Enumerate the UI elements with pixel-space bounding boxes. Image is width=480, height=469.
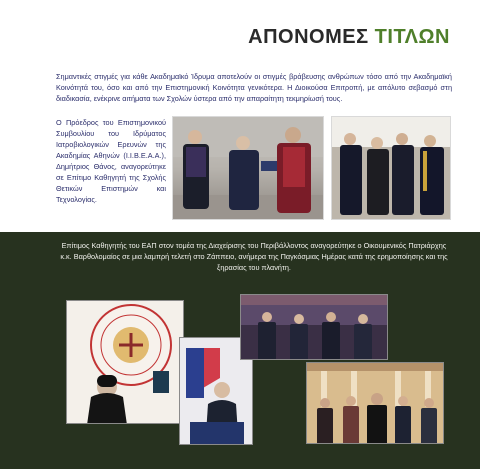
photo-stage-group	[240, 294, 388, 360]
title-main: ΑΠΟΝΟΜΕΣ	[248, 26, 375, 48]
award-description: Ο Πρόεδρος του Επιστημονικού Συμβουλίου του Ιδρύματος Ιατροβιολογικών Ερευνών της Ακαδημίας Αθηνών (Ι.Ι.Β.Ε.Α.Α.), Δημήτριος Θάνος, αναγορεύτηκε σε Επίτιμο Καθηγητή της Σχολής Θετικών Επιστημών και Τεχνολογίας.	[56, 118, 166, 204]
intro-paragraph: Σημαντικές στιγμές για κάθε Ακαδημαϊκό Ίδρυμα αποτελούν οι στιγμές βράβευσης ανθρώπων τόσο από την Ακαδημαϊκή Κοινότητά του, όσο και από την Επιστημονική Κοινότητα γενικότερα. Η Διοικούσα Επιτροπή, με απόλυτο σεβασμό στη διαδικασία, ενέκρινε αιτήματα των Σχολών ύστερα από την απαραίτητη τεκμηρίωσή τους.	[56, 72, 452, 103]
photo-patriarch-emblem-illustration	[67, 301, 184, 424]
photo-zappeion-ceremony-illustration	[307, 363, 444, 444]
patriarch-award-text: Επίτιμος Καθηγητής του ΕΑΠ στον τομέα της Διαχείρισης του Περιβάλλοντος αναγορεύτηκε ο Οικουμενικός Πατριάρχης κ.κ. Βαρθολομαίος σε μια λαμπρή τελετή στο Ζάππειο, ανήμερα της Παγκόσμιας Ημέρας κατά της ερημοποίησης και της ξηρασίας του πλανήτη.	[60, 241, 448, 272]
photo-group-gowns-illustration	[332, 117, 451, 220]
page-title	[248, 26, 450, 49]
photo-group-gowns	[331, 116, 451, 220]
title-accent: ΤΙΤΛΩΝ	[374, 26, 450, 48]
photo-patriarch-emblem	[66, 300, 184, 424]
photo-stage-group-illustration	[241, 295, 388, 360]
photo-zappeion-ceremony	[306, 362, 444, 444]
photo-award-presentation	[172, 116, 324, 220]
photo-award-presentation-illustration	[173, 117, 324, 220]
